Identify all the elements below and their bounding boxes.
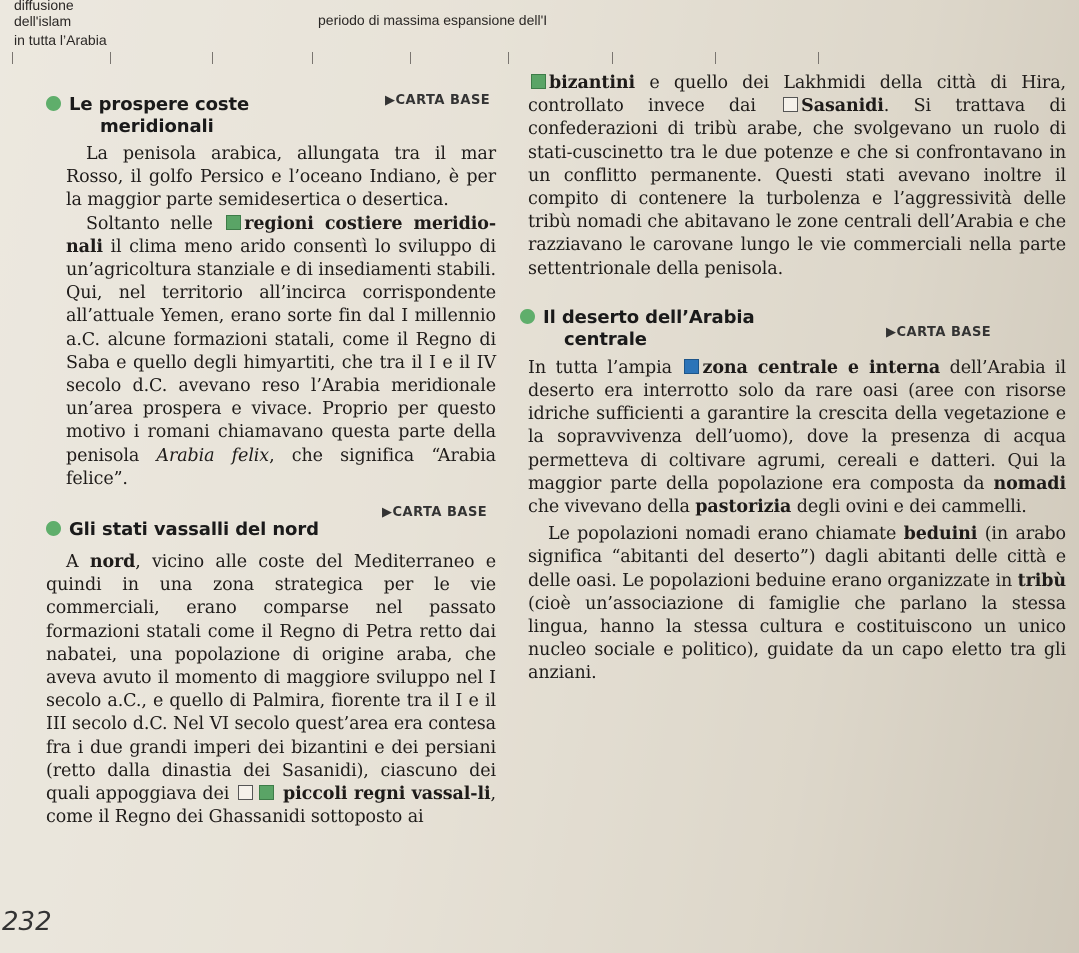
- north-heading: [46, 519, 496, 541]
- north-heading-title: Gli stati vassalli del nord: [69, 519, 319, 541]
- header-period-label: periodo di massima espansione dell'I: [318, 12, 548, 28]
- timeline-ticks: [0, 52, 1079, 66]
- carta-base-link-desert[interactable]: ▶CARTA BASE: [886, 325, 992, 340]
- map-white-marker-icon: [783, 97, 798, 112]
- section-bullet-icon: [46, 521, 61, 536]
- left-paragraph-1: La penisola arabica, allungata tra il mar Rosso, il golfo Persico e l’oceano Indiano, è per la maggior parte semidesertica o desertica.: [66, 144, 496, 211]
- map-white-marker-icon: [238, 785, 253, 800]
- section-bullet-icon: [520, 309, 535, 324]
- section-bullet-icon: [46, 96, 61, 111]
- south-heading-line2: meridionali: [100, 116, 214, 137]
- right-column: [528, 72, 1066, 686]
- page-number: 232: [2, 907, 52, 937]
- left-paragraph-3: A nord, vicino alle coste del Mediterraneo e quindi in una zona strategica per le vie commerciali, erano comparse nel passato formazioni statali come il Regno di Petra retto dai nabatei, una popolazione di origine araba, che aveva avuto il momento di maggiore sviluppo nel I secolo a.C., e quello di Palmira, fiorente tra il I e il III secolo d.C. Nel VI secolo quest’area era contesa fra i due grandi imperi dei bizantini e dei persiani (retto dalla dinastia dei Sasanidi), ciascuno dei quali appoggiava dei piccoli regni vassal-li, come il Regno dei Ghassanidi sottoposto ai: [46, 552, 497, 828]
- left-paragraph-2: Soltanto nelle regioni costiere meridio-nali il clima meno arido consentì lo sviluppo di un’agricoltura stanziale e di insediamenti stabili. Qui, nel territorio all’incirca corrispondente all’attuale Yemen, erano sorte fin dal I millennio a.C. alcune formazioni statali, come il Regno di Saba e quello degli himyartiti, che tra il I e il IV secolo d.C. avevano reso l’Arabia meridionale un’area prospera e vivace. Proprio per questo motivo i romani chiamavano questa parte della penisola Arabia felix, che significa “Arabia felice”.: [66, 213, 496, 489]
- desert-heading-line2: centrale: [564, 328, 647, 350]
- map-blue-marker-icon: [684, 359, 699, 374]
- left-column: [46, 94, 497, 829]
- header-line-3: in tutta l’Arabia: [14, 32, 107, 48]
- carta-base-link-south[interactable]: ▶CARTA BASE: [385, 93, 491, 108]
- desert-heading-line1: Il deserto dell’Arabia: [543, 306, 755, 328]
- header-line-2: dell'islam: [14, 13, 72, 29]
- right-paragraph-1: bizantini e quello dei Lakhmidi della città di Hira, controllato invece dai Sasanidi. Si trattava di confederazioni di tribù arabe, che svolgevano un ruolo di stati-cuscinetto tra le due potenze e che si confrontavano in un conflitto permanente. Questi stati avevano inoltre il compito di contenere la turbolenza e l’aggressività delle tribù nomadi che abitavano le zone centrali dell’Arabia e che razziavano le carovane lungo le vie commerciali nella parte settentrionale della penisola.: [528, 73, 1067, 279]
- right-paragraph-2: In tutta l’ampia zona centrale e interna dell’Arabia il deserto era interrotto solo da rare oasi (aree con risorse idriche sufficienti a garantire la crescita della vegetazione e la sopravvivenza dell’uomo), dove la presenza di acqua permetteva di coltivare agrumi, cereali e datteri. Qui la maggior parte della popolazione era composta da nomadi che vivevano della pastorizia degli ovini e dei cammelli.: [528, 357, 1067, 518]
- map-green-marker-icon: [259, 785, 274, 800]
- map-green-marker-icon: [531, 74, 546, 89]
- carta-base-link-north[interactable]: ▶CARTA BASE: [382, 505, 488, 520]
- header-line-1: diffusione: [14, 0, 74, 13]
- map-green-marker-icon: [226, 215, 241, 230]
- right-paragraph-3: Le popolazioni nomadi erano chiamate beduini (in arabo significa “abitanti del deserto”) dagli abitanti delle città e delle oasi. Le popolazioni beduine erano organizzate in tribù (cioè un’associazione di famiglie che parlano la stessa lingua, hanno la stessa cultura e costituiscono un unico nucleo sociale e politico), guidate da un capo eletto tra gli anziani.: [528, 524, 1067, 684]
- south-heading-line1: Le prospere coste: [69, 94, 250, 115]
